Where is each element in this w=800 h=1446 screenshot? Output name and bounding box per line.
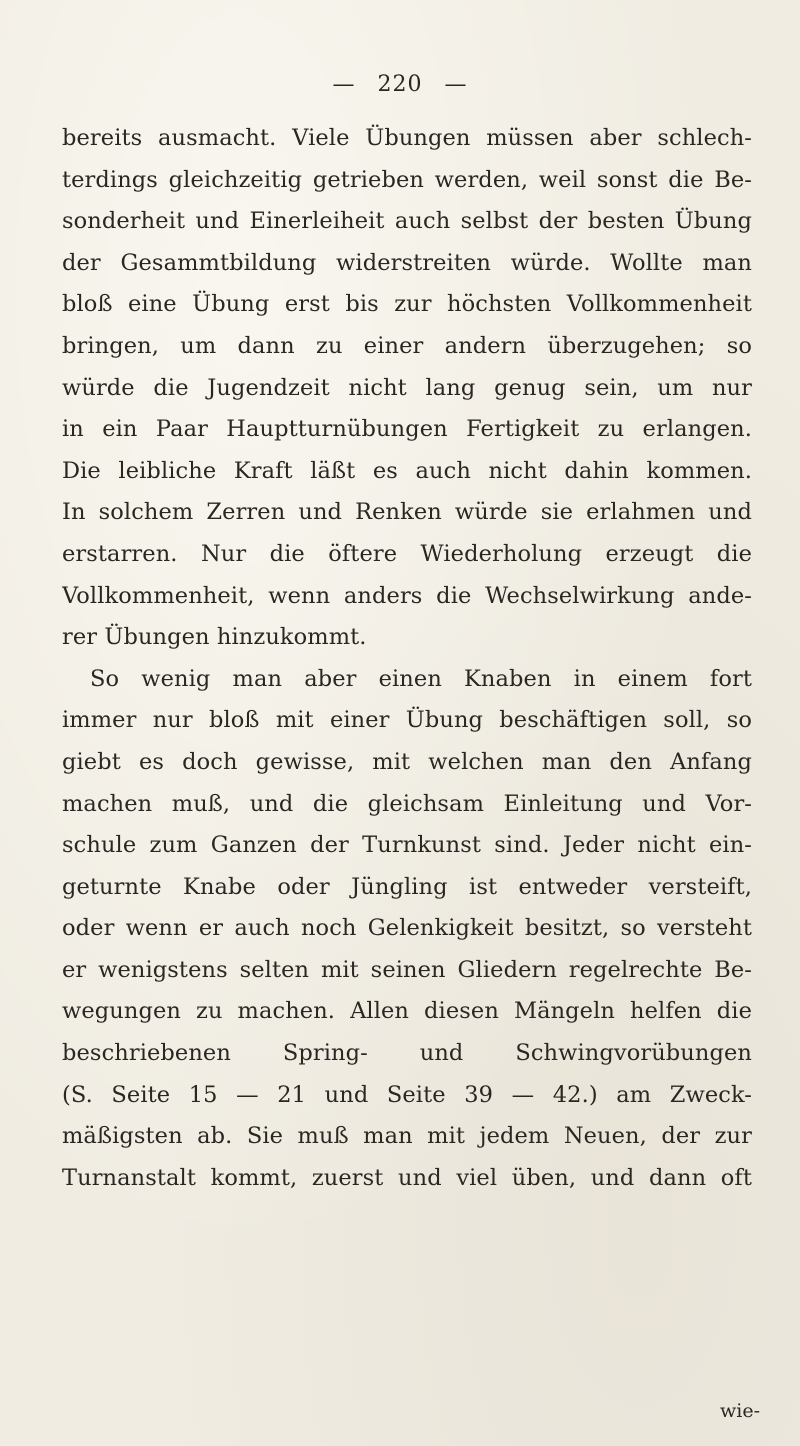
text-line: schule zum Ganzen der Turnkunst sind. Jeder nicht ein- (62, 832, 752, 859)
text-line: So wenig man aber einen Knaben in einem fort (90, 665, 752, 692)
text-line: Turnanstalt kommt, zuerst und viel üben, und dann oft (62, 1164, 752, 1191)
text-line: bringen, um dann zu einer andern überzugehen; so (62, 332, 752, 359)
text-line: würde die Jugendzeit nicht lang genug sein, um nur (62, 374, 752, 401)
text-line: der Gesammtbildung widerstreiten würde. Wollte man (62, 249, 752, 276)
text-line: in ein Paar Hauptturnübungen Fertigkeit zu erlangen. (62, 416, 752, 443)
text-line: rer Übungen hinzukommt. (62, 624, 367, 651)
text-line: In solchem Zerren und Renken würde sie erlahmen und (62, 499, 752, 526)
text-line: geturnte Knabe oder Jüngling ist entweder versteift, (62, 873, 752, 900)
catchword: wie- (719, 1400, 760, 1422)
header-left-dash: — (332, 72, 356, 97)
text-line: sonderheit und Einerleiheit auch selbst der besten Übung (62, 208, 752, 235)
text-line: beschriebenen Spring- und Schwingvorübungen (62, 1040, 752, 1067)
text-line: bloß eine Übung erst bis zur höchsten Vollkommenheit (62, 291, 752, 318)
text-line: terdings gleichzeitig getrieben werden, weil sonst die Be- (62, 166, 752, 193)
text-line: er wenigstens selten mit seinen Gliedern regelrechte Be- (62, 956, 752, 983)
page-number: 220 (377, 72, 423, 97)
text-line: bereits ausmacht. Viele Übungen müssen aber schlech- (62, 125, 752, 151)
text-line: giebt es doch gewisse, mit welchen man den Anfang (62, 748, 752, 775)
text-line: machen muß, und die gleichsam Einleitung und Vor- (62, 790, 752, 817)
text-line: (S. Seite 15 — 21 und Seite 39 — 42.) am Zweck- (62, 1081, 752, 1108)
text-line: oder wenn er auch noch Gelenkigkeit besitzt, so versteht (62, 915, 752, 942)
header-right-dash: — (444, 72, 468, 97)
text-line: immer nur bloß mit einer Übung beschäftigen soll, so (62, 707, 752, 734)
page-header (0, 72, 800, 97)
text-line: wegungen zu machen. Allen diesen Mängeln helfen die (62, 998, 752, 1025)
text-line: erstarren. Nur die öftere Wiederholung erzeugt die (62, 540, 752, 567)
text-line: Die leibliche Kraft läßt es auch nicht dahin kommen. (62, 457, 752, 484)
text-line: Vollkommenheit, wenn anders die Wechselwirkung ande- (62, 582, 752, 609)
text-line: mäßigsten ab. Sie muß man mit jedem Neuen, der zur (62, 1123, 752, 1150)
body-text (62, 118, 752, 1199)
